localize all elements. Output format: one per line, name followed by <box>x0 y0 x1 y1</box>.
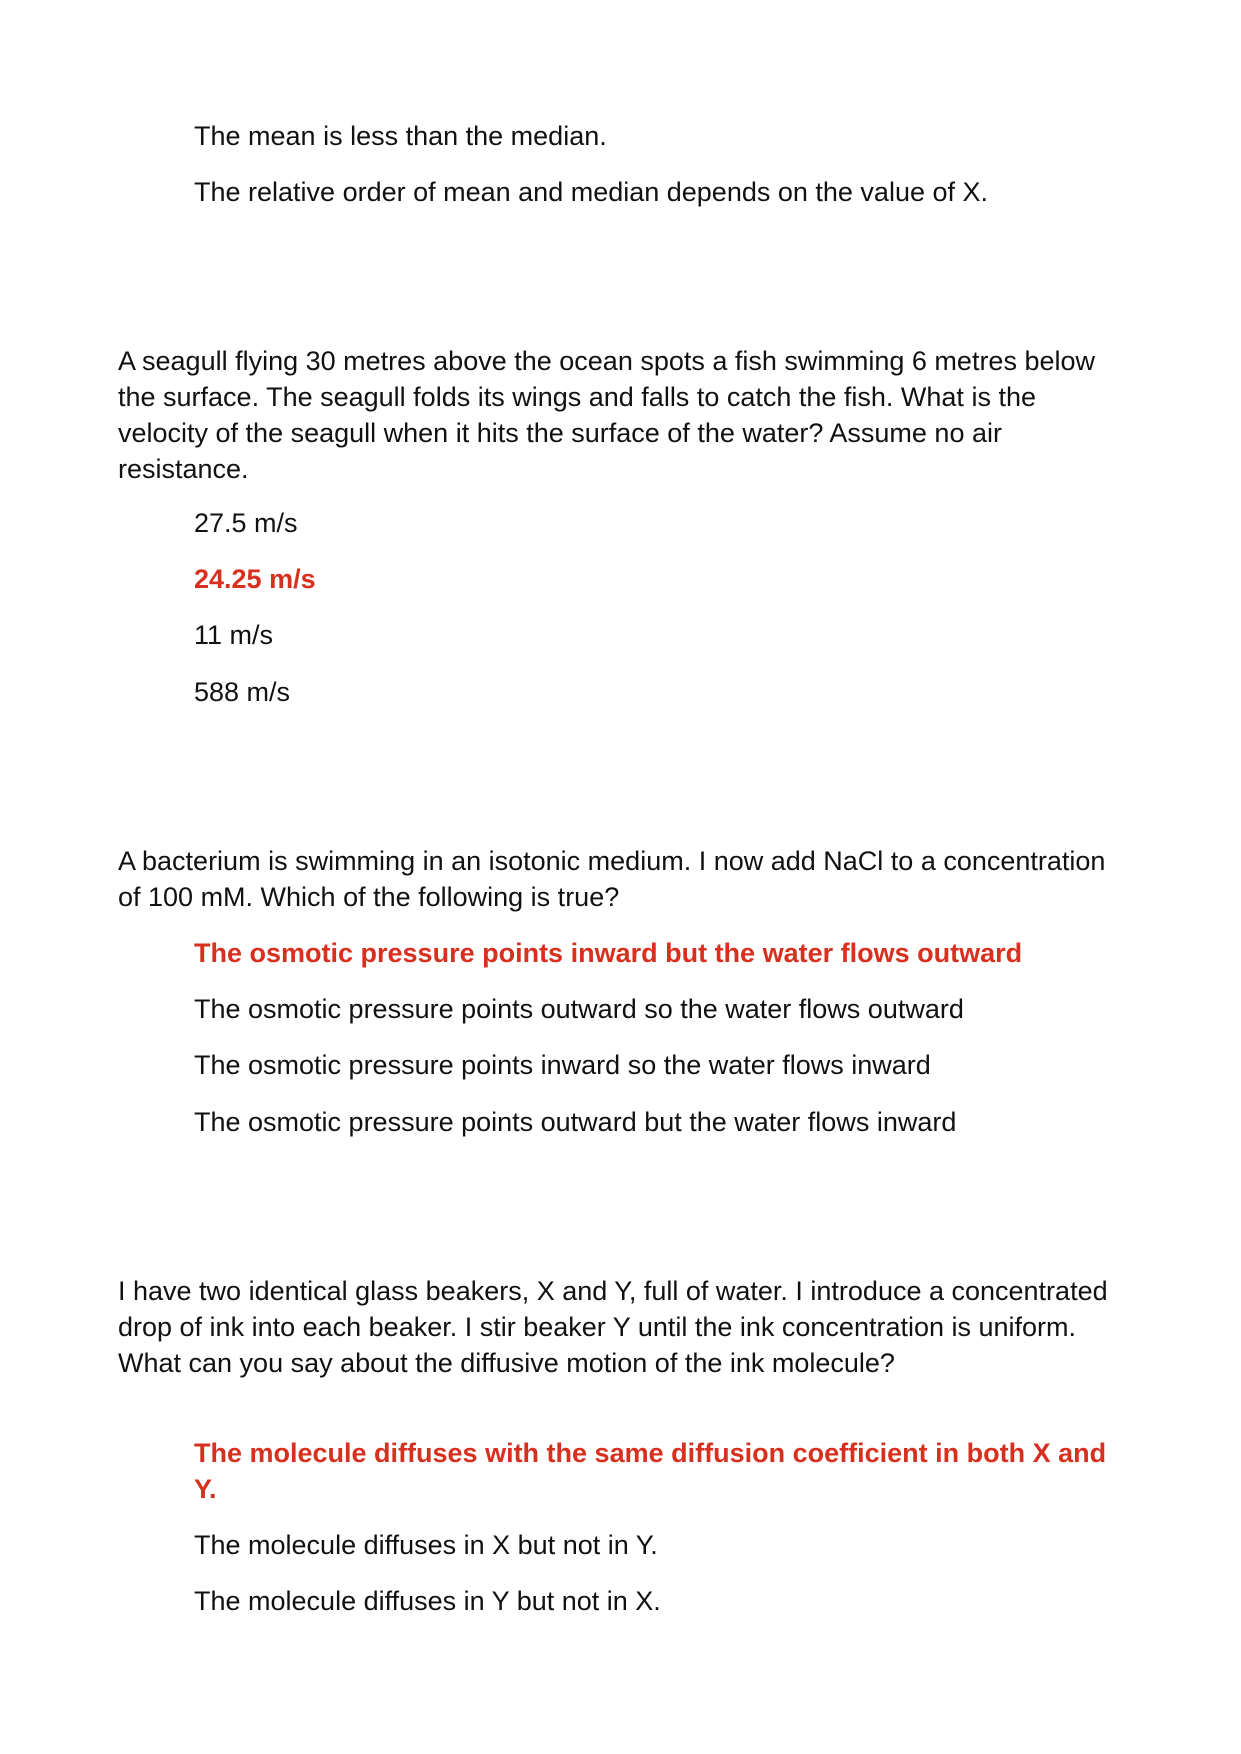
answer-option: 588 m/s <box>194 677 291 707</box>
answer-option: The mean is less than the median. <box>194 121 607 151</box>
answer-option: The relative order of mean and median depends on the value of X. <box>194 177 989 207</box>
answer-option: The osmotic pressure points inward so the water flows inward <box>194 1050 931 1080</box>
answer-option: The osmotic pressure points outward so the water flows outward <box>194 994 964 1024</box>
question-text: A bacterium is swimming in an isotonic medium. I now add NaCl to a concentration of 100 mM. Which of the following is true? <box>118 846 1106 912</box>
answer-option: 11 m/s <box>194 620 274 650</box>
question-text: A seagull flying 30 metres above the ocean spots a fish swimming 6 metres below the surface. The seagull folds its wings and falls to catch the fish. What is the velocity of the seagull when it hits the surface of the water? Assume no air resistance. <box>118 346 1095 484</box>
answer-option: 27.5 m/s <box>194 508 298 538</box>
question-text: I have two identical glass beakers, X and Y, full of water. I introduce a concentrated drop of ink into each beaker. I stir beaker Y until the ink concentration is uniform. What can you say about the diffusive motion of the ink molecule? <box>118 1276 1108 1378</box>
correct-answer-option: 24.25 m/s <box>194 564 316 594</box>
answer-option: The molecule diffuses in Y but not in X. <box>194 1586 661 1616</box>
correct-answer-option: The osmotic pressure points inward but the water flows outward <box>194 938 1023 968</box>
correct-answer-option: The molecule diffuses with the same diffusion coefficient in both X and Y. <box>194 1438 1107 1504</box>
answer-option: The molecule diffuses in X but not in Y. <box>194 1530 658 1560</box>
answer-option: The osmotic pressure points outward but the water flows inward <box>194 1107 957 1137</box>
